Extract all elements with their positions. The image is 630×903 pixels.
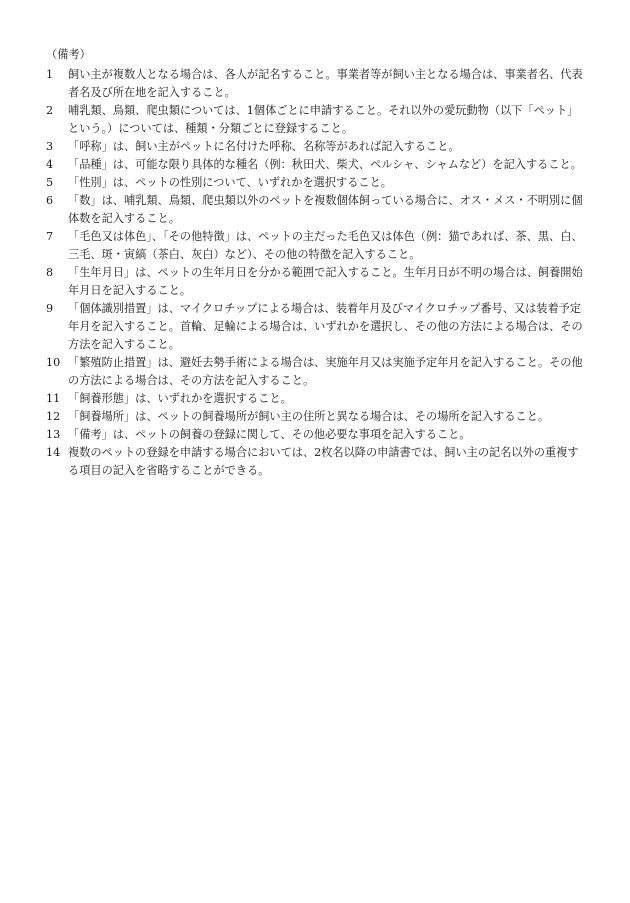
- remarks-section: [46, 46, 586, 480]
- note-text: 「数」は、哺乳類、鳥類、爬虫類以外のペットを複数個体飼っている場合に、オス・メス・不明別に個体数を記入すること。: [68, 194, 583, 225]
- note-item: [46, 102, 586, 138]
- note-text: 「飼養形態」は、いずれかを選択すること。: [68, 392, 292, 405]
- note-item: [46, 264, 586, 300]
- note-number: 12: [46, 410, 61, 423]
- note-text: 哺乳類、鳥類、爬虫類については、1個体ごとに申請すること。それ以外の愛玩動物（以下「ペット」という。）については、種類・分類ごとに登録すること。: [68, 104, 579, 135]
- note-item: [46, 66, 586, 102]
- note-item: [46, 138, 586, 156]
- note-text: 複数のペットの登録を申請する場合においては、2枚名以降の申請書では、飼い主の記名以外の重複する項目の記入を省略することができる。: [68, 446, 579, 477]
- note-number: 11: [46, 392, 61, 405]
- note-number: 6: [46, 194, 54, 207]
- note-text: 「品種」は、可能な限り具体的な種名（例：秋田犬、柴犬、ペルシャ、シャムなど）を記入すること。: [68, 158, 582, 171]
- note-item: [46, 444, 586, 480]
- note-number: 10: [46, 356, 61, 369]
- note-number: 9: [46, 302, 54, 315]
- note-text: 「繁殖防止措置」は、避妊去勢手術による場合は、実施年月又は実施予定年月を記入すること。その他の方法による場合は、その方法を記入すること。: [68, 356, 583, 387]
- note-item: [46, 408, 586, 426]
- note-number: 7: [46, 230, 54, 243]
- note-text: 「個体識別措置」は、マイクロチップによる場合は、装着年月及びマイクロチップ番号、又は装着予定年月を記入すること。首輪、足輪による場合は、いずれかを選択し、その他の方法による場合は、その方法を記入すること。: [68, 302, 583, 351]
- note-item: [46, 354, 586, 390]
- note-number: 4: [46, 158, 54, 171]
- note-item: [46, 228, 586, 264]
- note-item: [46, 300, 586, 354]
- note-text: 「性別」は、ペットの性別について、いずれかを選択すること。: [68, 176, 392, 189]
- note-item: [46, 390, 586, 408]
- note-text: 「呼称」は、飼い主がペットに名付けた呼称、名称等があれば記入すること。: [68, 140, 460, 153]
- note-text: 「飼養場所」は、ペットの飼養場所が飼い主の住所と異なる場合は、その場所を記入すること。: [68, 410, 550, 423]
- note-number: 3: [46, 140, 54, 153]
- note-number: 13: [46, 428, 61, 441]
- note-text: 「備考」は、ペットの飼養の登録に関して、その他必要な事項を記入すること。: [68, 428, 471, 441]
- note-item: [46, 426, 586, 444]
- note-number: 14: [46, 446, 61, 459]
- note-item: [46, 192, 586, 228]
- note-text: 「毛色又は体色」、「その他特徴」は、ペットの主だった毛色又は体色（例：猫であれば、茶、黒、白、三毛、斑・寅縞（茶白、灰白）など）、その他の特徴を記入すること。: [68, 230, 583, 261]
- note-text: 飼い主が複数人となる場合は、各人が記名すること。事業者等が飼い主となる場合は、事業者名、代表者名及び所在地を記入すること。: [68, 68, 583, 99]
- note-number: 8: [46, 266, 54, 279]
- note-item: [46, 174, 586, 192]
- remarks-heading: （備考）: [46, 48, 91, 61]
- note-number: 5: [46, 176, 54, 189]
- note-number: 1: [46, 68, 54, 81]
- note-text: 「生年月日」は、ペットの生年月日を分かる範囲で記入すること。生年月日が不明の場合は、飼養開始年月日を記入すること。: [68, 266, 583, 297]
- note-item: [46, 156, 586, 174]
- note-number: 2: [46, 104, 54, 117]
